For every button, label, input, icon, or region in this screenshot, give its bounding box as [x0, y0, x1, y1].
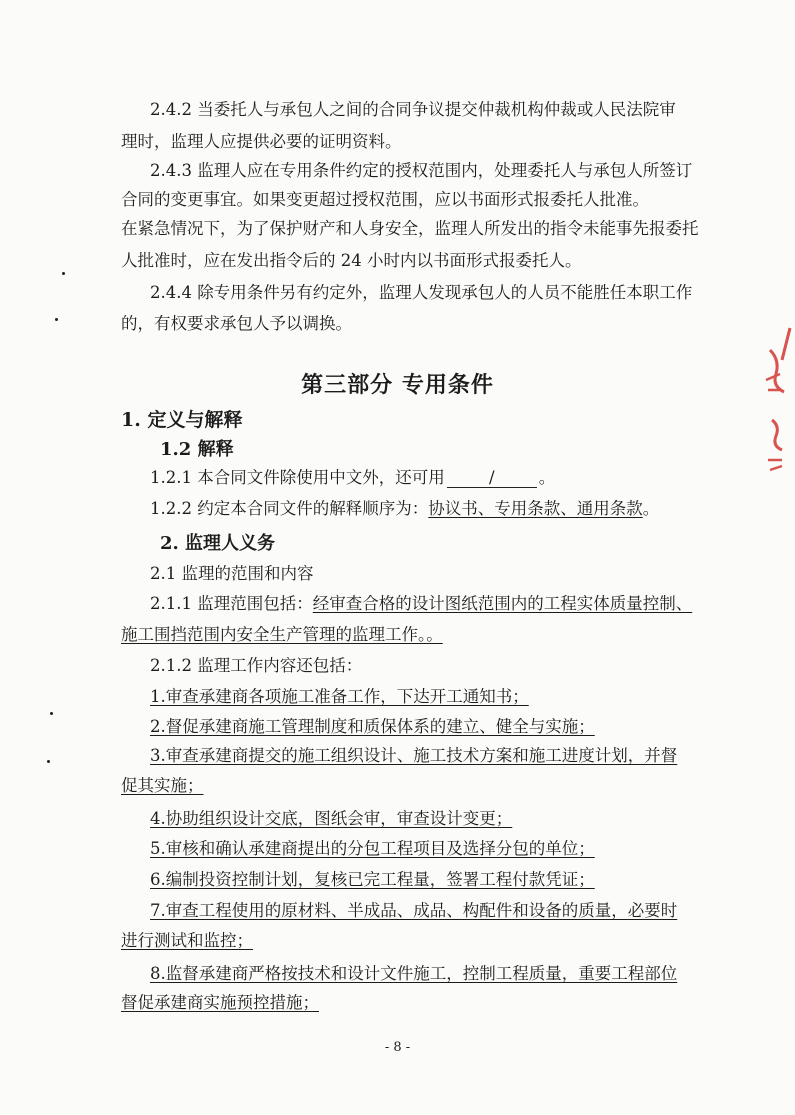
heading-supervisor-duties: 2. 监理人义务: [160, 533, 276, 554]
supervision-scope-value: 经审查合格的设计图纸范围内的工程实体质量控制、: [312, 594, 693, 613]
heading-definitions: 1. 定义与解释: [121, 409, 243, 431]
clause-2-1: 2.1 监理的范围和内容: [150, 564, 314, 583]
work-item-1: 1.审查承建商各项施工准备工作，下达开工通知书；: [150, 687, 529, 706]
clause-2-4-4-line1: 2.4.4 除专用条件另有约定外，监理人发现承包人的人员不能胜任本职工作: [150, 283, 693, 302]
clause-1-2-2-end: 。: [642, 499, 660, 518]
clause-2-4-2-line2: 理时，监理人应提供必要的证明资料。: [121, 132, 402, 151]
scan-dot: [55, 318, 58, 321]
scan-dot: [47, 760, 50, 763]
work-item-7-line2: 进行测试和监控；: [121, 931, 253, 950]
work-item-3-line1: 3.审查承建商提交的施工组织设计、施工技术方案和施工进度计划，并督: [150, 746, 678, 765]
heading-interpretation: 1.2 解释: [160, 439, 234, 460]
work-item-7-line1: 7.审查工程使用的原材料、半成品、成品、构配件和设备的质量，必要时: [150, 901, 678, 920]
part-three-title: 第三部分 专用条件: [301, 372, 494, 398]
clause-2-4-3-line3: 在紧急情况下，为了保护财产和人身安全，监理人所发出的指令未能事先报委托: [121, 219, 699, 238]
work-item-3-line2: 促其实施；: [121, 776, 204, 795]
clause-2-4-3-line2: 合同的变更事宜。如果变更超过授权范围，应以书面形式报委托人批准。: [121, 190, 649, 209]
clause-1-2-1-text: 1.2.1 本合同文件除使用中文外，还可用: [150, 468, 445, 487]
clause-1-2-2: [150, 498, 659, 520]
clause-1-2-1: [150, 467, 555, 489]
clause-2-1-2: 2.1.2 监理工作内容还包括：: [150, 656, 363, 675]
clause-2-4-3-line1: 2.4.3 监理人应在专用条件约定的授权范围内，处理委托人与承包人所签订: [150, 161, 693, 180]
scan-dot: [62, 272, 65, 275]
page-number: - 8 -: [384, 1040, 411, 1055]
work-item-8-line1: 8.监督承建商严格按技术和设计文件施工，控制工程质量，重要工程部位: [150, 964, 678, 983]
work-item-2: 2.督促承建商施工管理制度和质保体系的建立、健全与实施；: [150, 717, 595, 736]
seal-stamp-fragment: [760, 320, 794, 490]
work-item-4: 4.协助组织设计交底，图纸会审，审查设计变更；: [150, 809, 513, 828]
scan-dot: [50, 712, 53, 715]
clause-2-4-4-line2: 的，有权要求承包人予以调换。: [121, 314, 352, 333]
language-blank-field: /: [447, 469, 537, 488]
clause-2-1-1-text: 2.1.1 监理范围包括：: [150, 594, 313, 613]
clause-2-4-2-line1: 2.4.2 当委托人与承包人之间的合同争议提交仲裁机构仲裁或人民法院审: [150, 100, 676, 119]
clause-1-2-2-text: 1.2.2 约定本合同文件的解释顺序为：: [150, 499, 429, 518]
work-item-5: 5.审核和确认承建商提出的分包工程项目及选择分包的单位；: [150, 839, 595, 858]
clause-2-1-1-line2: 施工围挡范围内安全生产管理的监理工作。。: [121, 625, 443, 644]
interpretation-order-value: 协议书、专用条款、通用条款: [428, 499, 643, 518]
clause-2-1-1-line1: [150, 593, 692, 615]
clause-2-4-3-line4: 人批准时，应在发出指令后的 24 小时内以书面形式报委托人。: [121, 251, 582, 270]
clause-1-2-1-end: 。: [538, 468, 556, 487]
work-item-8-line2: 督促承建商实施预控措施；: [121, 993, 319, 1012]
work-item-6: 6.编制投资控制计划，复核已完工程量，签署工程付款凭证；: [150, 870, 595, 889]
